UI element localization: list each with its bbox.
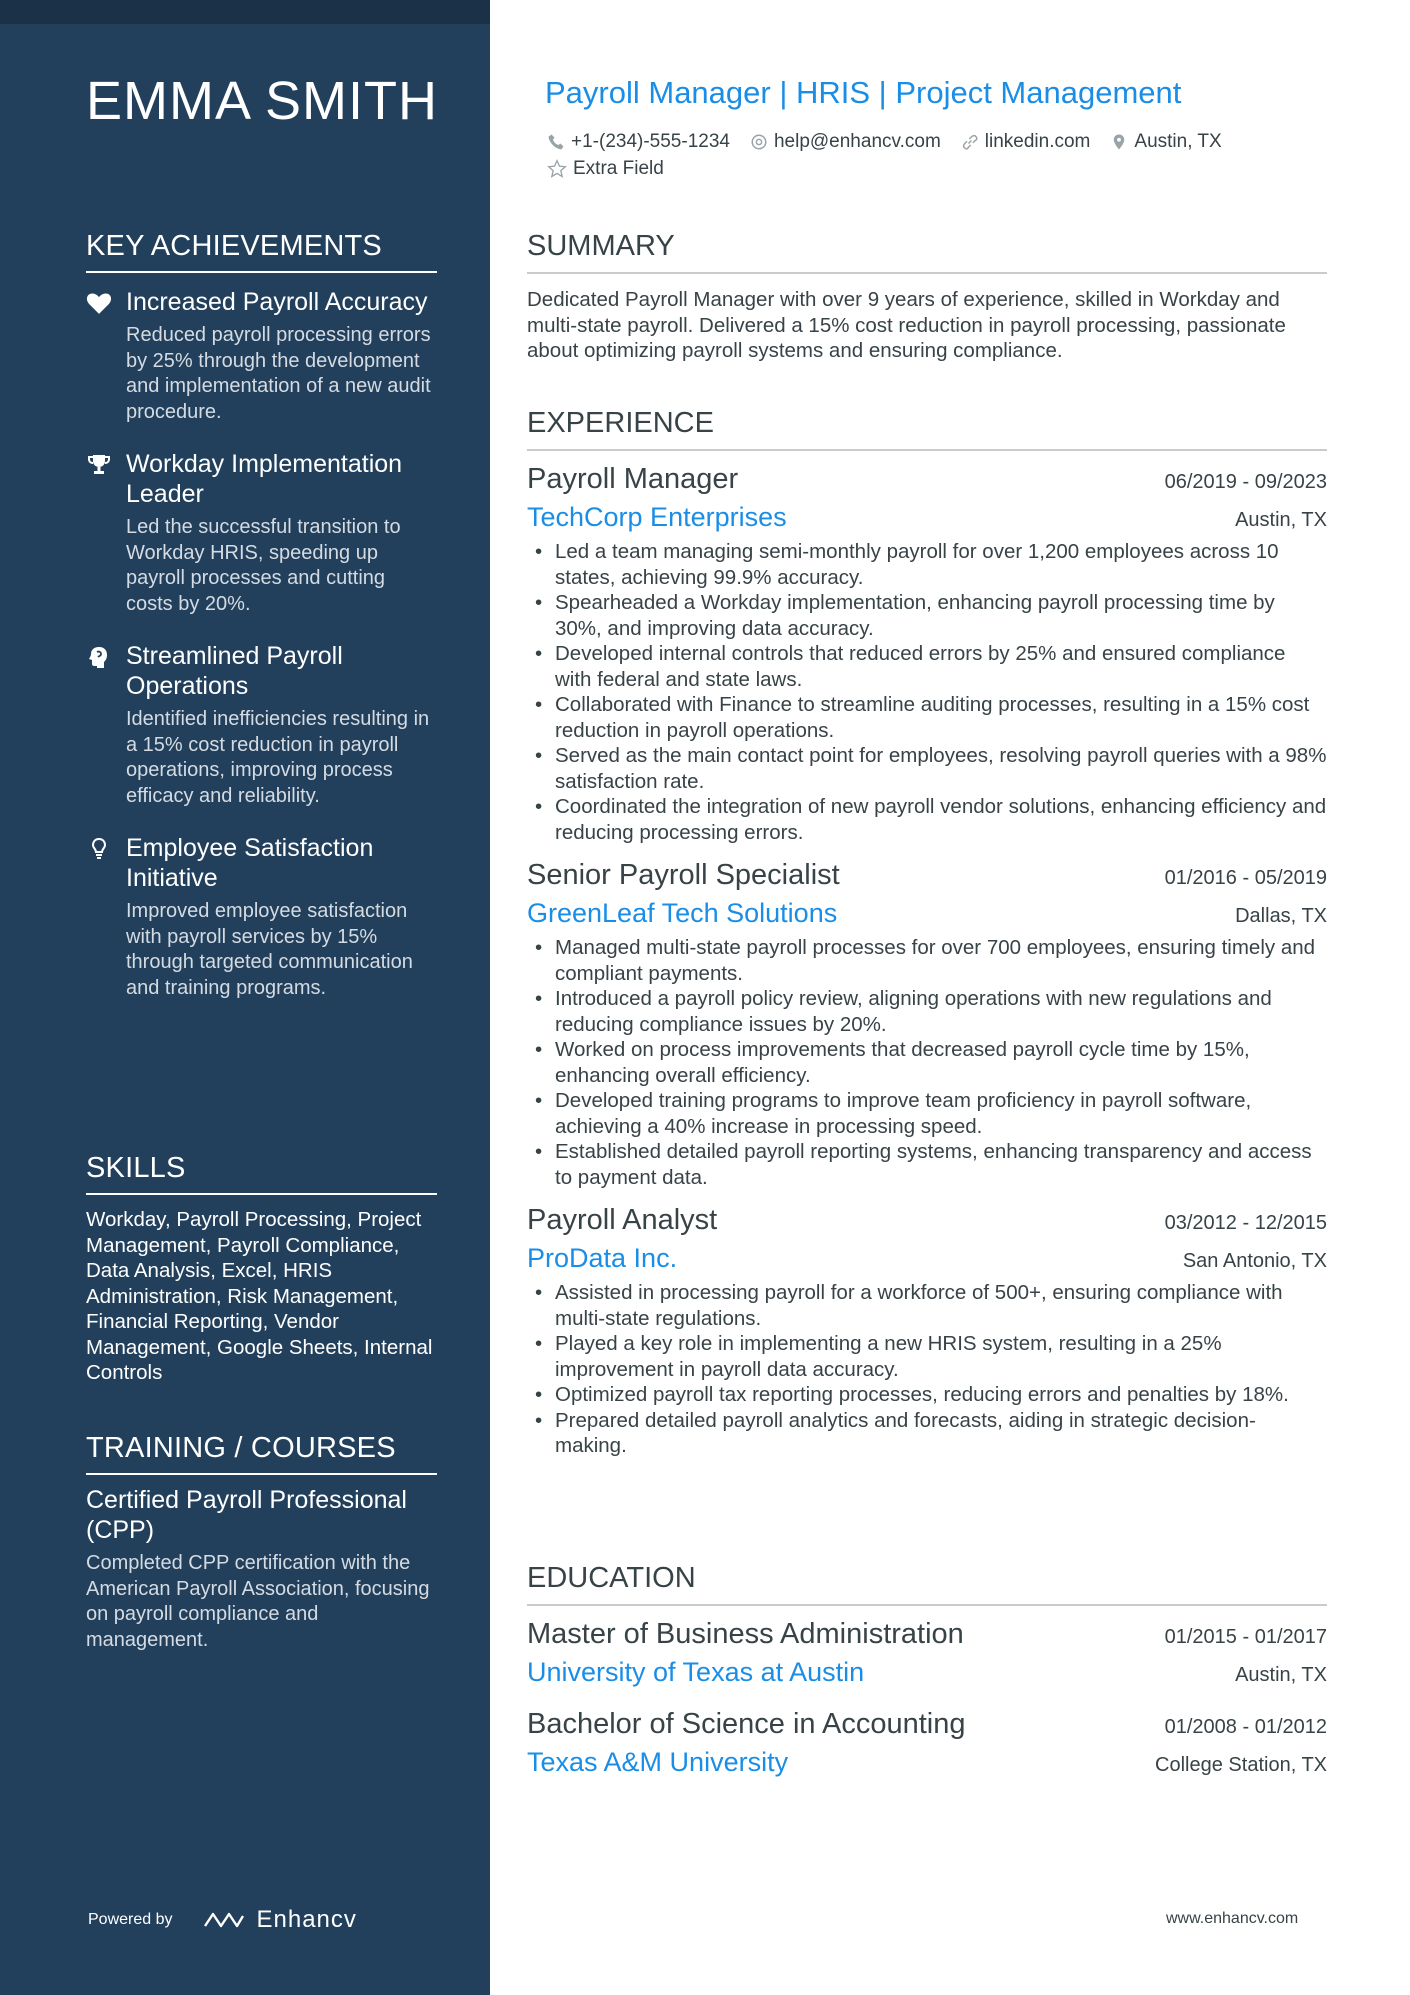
star-icon [547,159,567,179]
skills-section [86,1152,437,1386]
summary-section [527,230,1327,364]
job-bullet: • Introduced a payroll policy review, aligning operations with new regulations and reducing compliance issues by 20%. [527,986,1327,1037]
trophy-icon [86,453,112,477]
job-bullet: • Developed training programs to improve team proficiency in payroll software, achieving a 40% increase in processing speed. [527,1088,1327,1139]
candidate-name: EMMA SMITH [86,71,439,131]
job-bullet: • Optimized payroll tax reporting processes, reducing errors and penalties by 18%. [527,1382,1327,1408]
education-dates: 01/2008 - 01/2012 [1164,1716,1327,1738]
school-name: Texas A&M University [527,1747,789,1777]
education-location: College Station, TX [1155,1754,1327,1776]
job-bullet: • Assisted in processing payroll for a workforce of 500+, ensuring compliance with multi-state regulations. [527,1280,1327,1331]
job-location: Austin, TX [1235,509,1327,531]
job-company: TechCorp Enterprises [527,502,787,532]
education-location: Austin, TX [1235,1664,1327,1686]
location-pin-icon [1110,132,1128,152]
course-title: Certified Payroll Professional (CPP) [86,1486,407,1544]
experience-section [527,407,1327,1459]
job-dates: 03/2012 - 12/2015 [1164,1212,1327,1234]
education-dates: 01/2015 - 01/2017 [1164,1626,1327,1648]
job-title: Senior Payroll Specialist [527,859,840,891]
phone-icon [547,133,565,151]
brain-icon [86,645,112,669]
extra-field-contact [547,158,664,180]
job-bullets [527,539,1327,845]
location-text: Austin, TX [1134,130,1222,152]
job-dates: 06/2019 - 09/2023 [1164,471,1327,493]
job-bullet: • Coordinated the integration of new payroll vendor solutions, enhancing efficiency and reducing processing errors. [527,794,1327,845]
achievement-item [86,449,437,617]
job-bullet: • Spearheaded a Workday implementation, enhancing payroll processing time by 30%, and improving data accuracy. [527,590,1327,641]
job-bullet: • Worked on process improvements that decreased payroll cycle time by 15%, enhancing overall efficiency. [527,1037,1327,1088]
job-bullet: • Served as the main contact point for employees, resolving payroll queries with a 98% satisfaction rate. [527,743,1327,794]
job-bullet: • Collaborated with Finance to streamline auditing processes, resulting in a 15% cost reduction in payroll operations. [527,692,1327,743]
training-heading: TRAINING / COURSES [86,1432,437,1475]
phone-contact[interactable] [547,131,730,153]
summary-text: Dedicated Payroll Manager with over 9 years of experience, skilled in Workday and multi-state payroll. Delivered a 15% cost reduction in payroll processing, passionate about optimizing payroll systems and ensuring compliance. [527,288,1286,362]
achievement-description: Improved employee satisfaction with payroll services by 15% through targeted communication and training programs. [126,900,413,999]
job-entry [527,859,1327,1190]
education-entry [527,1708,1327,1778]
heart-icon [86,291,112,315]
achievement-title: Streamlined Payroll Operations [126,642,343,700]
job-bullets [527,935,1327,1190]
degree-title: Bachelor of Science in Accounting [527,1708,966,1740]
enhancv-logo-icon [201,1908,247,1932]
education-section [527,1562,1327,1778]
job-company: GreenLeaf Tech Solutions [527,898,838,928]
achievement-title: Employee Satisfaction Initiative [126,834,374,892]
achievement-description: Identified inefficiencies resulting in a 15% cost reduction in payroll operations, improving process efficacy and reliability. [126,708,430,807]
powered-by-label: Powered by [88,1911,173,1928]
education-entry [527,1618,1327,1688]
job-entry [527,463,1327,845]
link-icon [961,133,979,151]
experience-heading: EXPERIENCE [527,407,1327,451]
job-bullet: • Developed internal controls that reduced errors by 25% and ensured compliance with federal and state laws. [527,641,1327,692]
achievement-item [86,641,437,809]
lightbulb-icon [86,837,112,861]
key-achievements-heading: KEY ACHIEVEMENTS [86,230,437,273]
brand-name: Enhancv [256,1906,357,1933]
footer-website-link[interactable]: www.enhancv.com [1166,1910,1299,1927]
job-bullet: • Prepared detailed payroll analytics and forecasts, aiding in strategic decision-making. [527,1408,1327,1459]
linkedin-text: linkedin.com [984,130,1091,152]
headline: Payroll Manager | HRIS | Project Management [545,75,1182,110]
job-dates: 01/2016 - 05/2019 [1164,867,1327,889]
at-icon [750,133,768,151]
achievement-item [86,833,437,1001]
skills-list: Workday, Payroll Processing, Project Management, Payroll Compliance, Data Analysis, Excel, HRIS Administration, Risk Management, Financial Reporting, Vendor Management, Google Sheets, Internal Controls [86,1208,433,1384]
job-title: Payroll Analyst [527,1204,718,1236]
location-contact [1110,131,1221,153]
job-title: Payroll Manager [527,463,739,495]
email-contact[interactable] [750,131,941,153]
phone-text: +1-(234)-555-1234 [571,130,730,152]
training-section [86,1432,437,1653]
job-bullet: • Played a key role in implementing a new HRIS system, resulting in a 25% improvement in payroll data accuracy. [527,1331,1327,1382]
brand-logo[interactable] [201,1906,357,1934]
achievement-item [86,287,437,425]
achievement-description: Led the successful transition to Workday HRIS, speeding up payroll processes and cutting costs by 20%. [126,516,401,615]
contact-info [547,128,1327,182]
sidebar [0,0,490,1995]
job-company: ProData Inc. [527,1243,678,1273]
email-text: help@enhancv.com [773,130,941,152]
linkedin-contact[interactable] [961,131,1091,153]
achievement-title: Workday Implementation Leader [126,450,403,508]
sidebar-top-band [0,0,490,24]
summary-heading: SUMMARY [527,230,1327,274]
achievement-title: Increased Payroll Accuracy [126,288,428,316]
extra-field-text: Extra Field [573,157,664,179]
skills-heading: SKILLS [86,1152,437,1195]
education-heading: EDUCATION [527,1562,1327,1606]
job-bullets [527,1280,1327,1459]
powered-by [88,1906,357,1934]
achievement-description: Reduced payroll processing errors by 25% through the development and implementation of a new audit procedure. [126,324,431,423]
job-bullet: • Established detailed payroll reporting systems, enhancing transparency and access to payment data. [527,1139,1327,1190]
degree-title: Master of Business Administration [527,1618,964,1650]
job-bullet: • Led a team managing semi-monthly payroll for over 1,200 employees across 10 states, achieving 99.9% accuracy. [527,539,1327,590]
job-location: Dallas, TX [1235,905,1327,927]
school-name: University of Texas at Austin [527,1657,865,1687]
job-location: San Antonio, TX [1182,1250,1327,1272]
job-bullet: • Managed multi-state payroll processes for over 700 employees, ensuring timely and compliant payments. [527,935,1327,986]
key-achievements-section [86,230,437,1001]
course-description: Completed CPP certification with the American Payroll Association, focusing on payroll compliance and management. [86,1552,430,1651]
job-entry [527,1204,1327,1459]
